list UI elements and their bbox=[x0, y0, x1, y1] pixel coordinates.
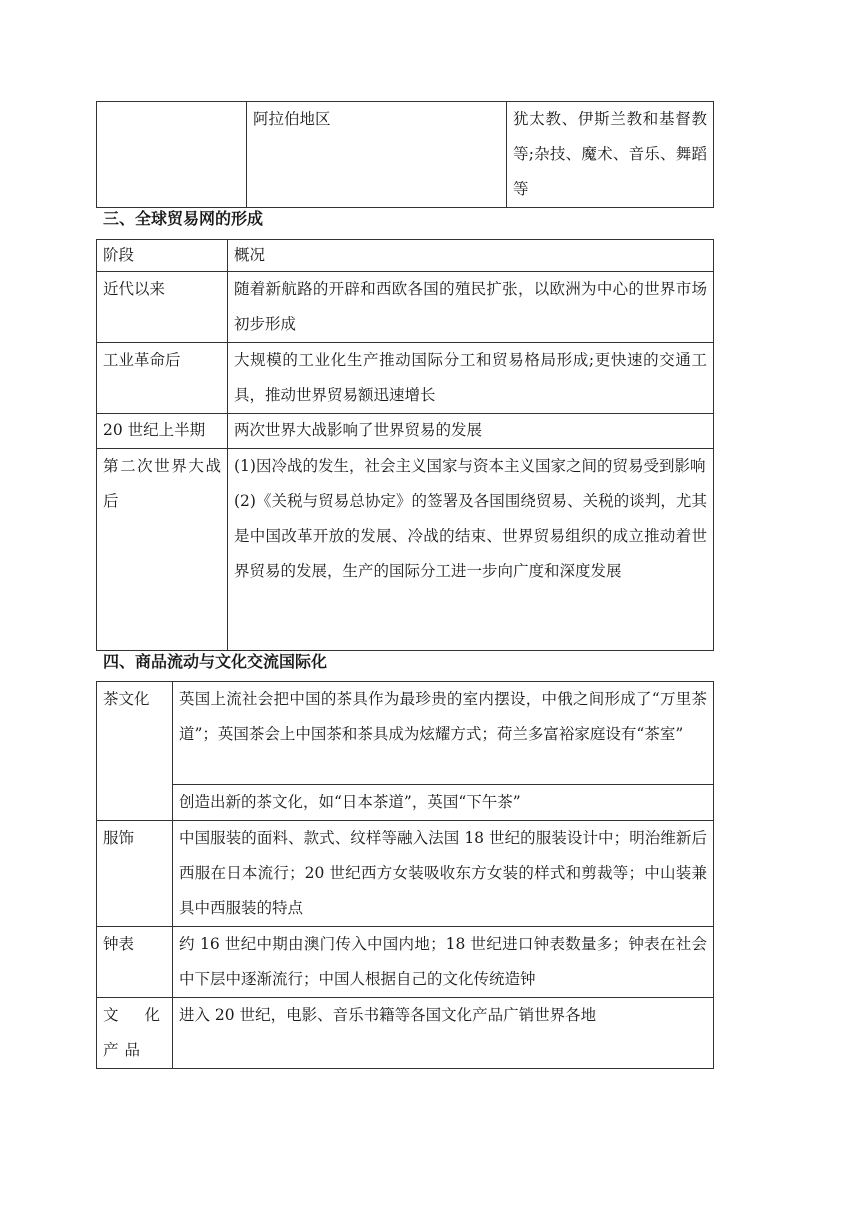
overview-paragraph: (2)《关税与贸易总协定》的签署及各国围绕贸易、关税的谈判，尤其是中国改革开放的发展、冷战的结束、世界贸易组织的成立推动着世界贸易的发展，生产的国际分工进一步向广度和深度发展 bbox=[234, 492, 707, 580]
culture-cell: 犹太教、伊斯兰教和基督教等;杂技、魔术、音乐、舞蹈等 bbox=[507, 102, 714, 208]
overview-cell: 大规模的工业化生产推动国际分工和贸易格局形成;更快速的交通工具，推动世界贸易额迅速增长 bbox=[228, 343, 714, 414]
region-cell: 阿拉伯地区 bbox=[247, 102, 507, 208]
content-cell: 英国上流社会把中国的茶具作为最珍贵的室内摆设，中俄之间形成了“万里茶道”；英国茶会上中国茶和茶具成为炫耀方式；荷兰多富裕家庭设有“茶室” bbox=[173, 682, 714, 785]
header-overview: 概况 bbox=[228, 240, 714, 272]
section-heading-4: 四、商品流动与文化交流国际化 bbox=[103, 652, 328, 671]
stage-cell: 近代以来 bbox=[97, 272, 228, 343]
section-heading-3: 三、全球贸易网的形成 bbox=[103, 209, 264, 228]
table-row bbox=[97, 272, 714, 343]
content-cell: 约 16 世纪中期由澳门传入中国内地；18 世纪进口钟表数量多；钟表在社会中下层中逐渐流行；中国人根据自己的文化传统造钟 bbox=[173, 927, 714, 998]
category-cell: 服饰 bbox=[97, 821, 173, 927]
content-cell: 中国服装的面料、款式、纹样等融入法国 18 世纪的服装设计中；明治维新后西服在日本流行；20 世纪西方女装吸收东方女装的样式和剪裁等；中山装兼具中西服装的特点 bbox=[173, 821, 714, 927]
stage-cell: 工业革命后 bbox=[97, 343, 228, 414]
religion-culture-table bbox=[96, 101, 714, 208]
table-row bbox=[97, 821, 714, 927]
stage-cell: 第二次世界大战后 bbox=[97, 449, 228, 651]
category-cell: 钟表 bbox=[97, 927, 173, 998]
overview-cell: 两次世界大战影响了世界贸易的发展 bbox=[228, 414, 714, 449]
overview-paragraph: (1)因冷战的发生，社会主义国家与资本主义国家之间的贸易受到影响 bbox=[234, 457, 706, 475]
overview-cell bbox=[228, 449, 714, 651]
table-row bbox=[97, 927, 714, 998]
table-row bbox=[97, 343, 714, 414]
category-cell: 茶文化 bbox=[97, 682, 173, 821]
table-row bbox=[97, 785, 714, 821]
table-row bbox=[97, 682, 714, 785]
overview-cell: 随着新航路的开辟和西欧各国的殖民扩张，以欧洲为中心的世界市场初步形成 bbox=[228, 272, 714, 343]
table-row bbox=[97, 102, 714, 208]
trade-network-table bbox=[96, 239, 714, 651]
cultural-exchange-table bbox=[96, 681, 714, 1069]
category-cell: 文化产品 bbox=[97, 998, 173, 1069]
table-row bbox=[97, 449, 714, 651]
stage-cell: 20 世纪上半期 bbox=[97, 414, 228, 449]
table-header-row bbox=[97, 240, 714, 272]
content-cell: 创造出新的茶文化，如“日本茶道”，英国“下午茶” bbox=[173, 785, 714, 821]
header-stage: 阶段 bbox=[97, 240, 228, 272]
table-row bbox=[97, 414, 714, 449]
table-row bbox=[97, 998, 714, 1069]
content-cell: 进入 20 世纪，电影、音乐书籍等各国文化产品广销世界各地 bbox=[173, 998, 714, 1069]
table-cell bbox=[97, 102, 247, 208]
